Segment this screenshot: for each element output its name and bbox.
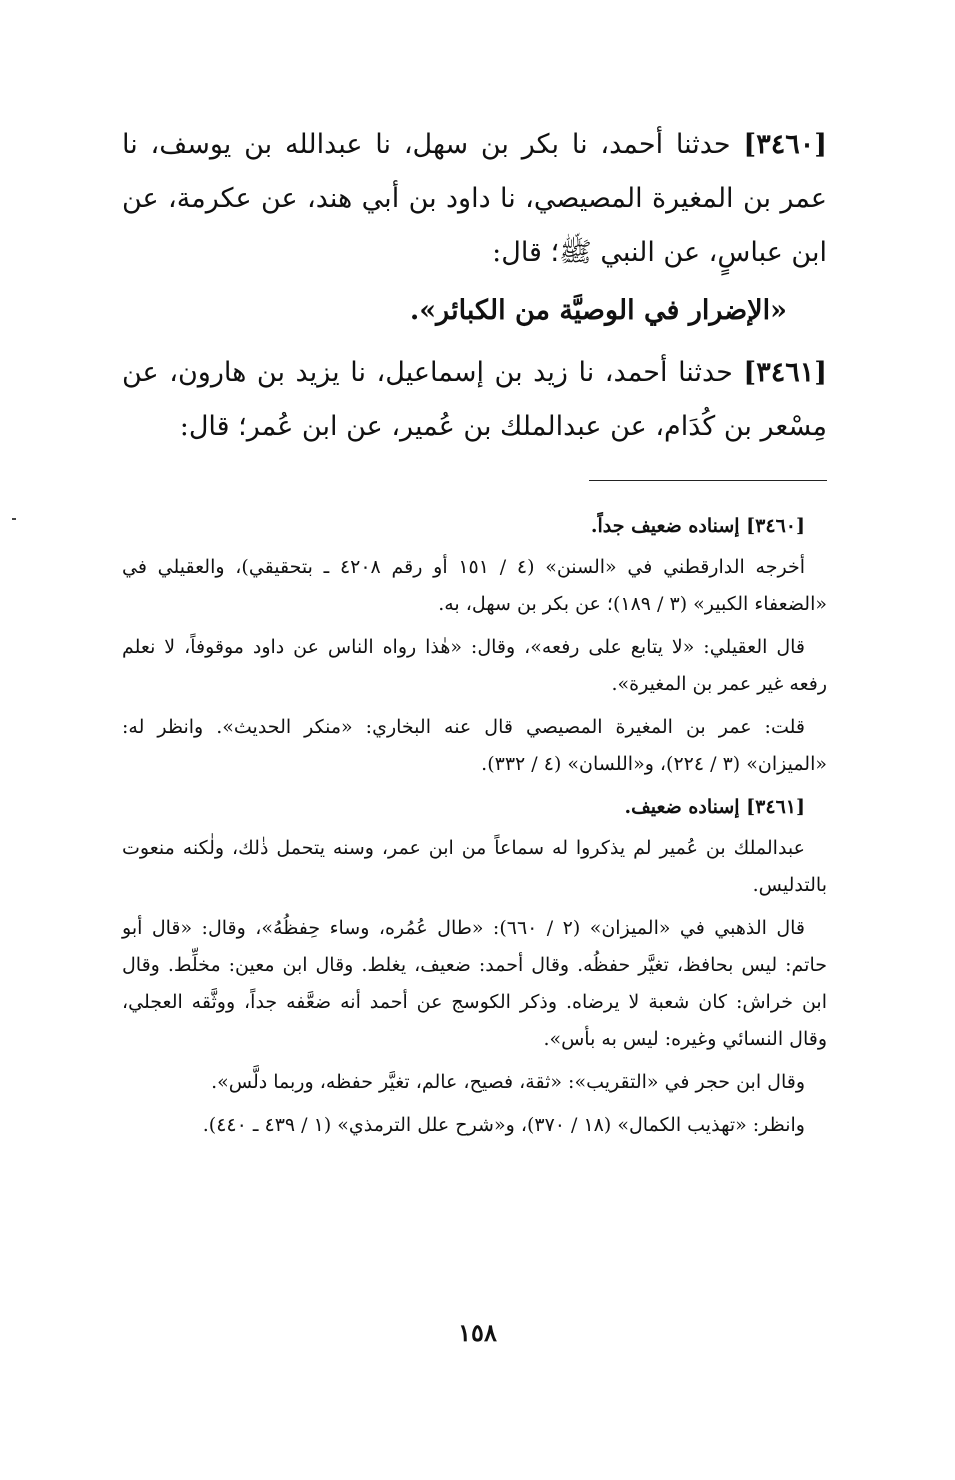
footnote-heading: [٣٤٦٠] إسناده ضعيف جداً. — [590, 515, 805, 537]
hadith-isnad: حدثنا أحمد، نا زيد بن إسماعيل، نا يزيد بن هارون، عن مِسْعر بن كُدَام، عن عبدالملك بن عُمير، عن ابن عُمر؛ قال: — [122, 357, 827, 442]
footnote-paragraph: أخرجه الدارقطني في «السنن» (٤ / ١٥١ أو رقم ٤٢٠٨ ـ بتحقيقي)، والعقيلي في «الضعفاء الكبير» (٣ / ١٨٩)؛ عن بكر بن سهل، به. — [122, 556, 827, 615]
hadith-3460 — [122, 118, 827, 280]
page-number: ١٥٨ — [458, 1318, 497, 1347]
hadith-isnad: حدثنا أحمد، نا بكر بن سهل، نا عبدالله بن يوسف، نا عمر بن المغيرة المصيصي، نا داود بن أبي هند، عن عكرمة، عن ابن عباسٍ، عن النبي ﷺ؛ قال: — [122, 129, 827, 268]
footnotes — [122, 508, 827, 1150]
main-text — [122, 118, 827, 458]
footnote-paragraph: قال العقيلي: «لا يتابع على رفعه»، وقال: «هٰذا رواه الناس عن داود موقوفاً، لا نعلم رفعه غير عمر بن المغيرة». — [122, 636, 827, 695]
footnote-paragraph: وانظر: «تهذيب الكمال» (١٨ / ٣٧٠)، و«شرح علل الترمذي» (١ / ٤٣٩ ـ ٤٤٠). — [202, 1114, 805, 1136]
footnote-paragraph: وقال ابن حجر في «التقريب»: «ثقة، فصيح، عالم، تغيَّر حفظه، وربما دلَّس». — [211, 1071, 805, 1093]
hadith-number: [٣٤٦٠] — [743, 129, 827, 160]
footnote-paragraph: قلت: عمر بن المغيرة المصيصي قال عنه البخاري: «منكر الحديث». وانظر له: «الميزان» (٣ / ٢٢٤)، و«اللسان» (٤ / ٣٣٢). — [122, 716, 827, 775]
hadith-matn: «الإضرار في الوصيَّة من الكبائر». — [409, 295, 787, 326]
footnote-paragraph: قال الذهبي في «الميزان» (٢ / ٦٦٠): «طال عُمُره، وساء حِفظُهُ»، وقال: «قال أبو حاتم: ليس بحافظ، تغيَّر حفظُه. وقال أحمد: ضعيف، يغلط. وقال ابن معين: مخلِّط. وقال ابن خراش: كان شعبة لا يرضاه. وذكر الكوسج عن أحمد أنه ضعَّفه جداً، ووثَّقه العجلي، وقال النسائي وغيره: ليس به بأس». — [122, 917, 827, 1050]
footnote-heading: [٣٤٦١] إسناده ضعيف. — [624, 796, 805, 818]
footnote-divider — [589, 480, 827, 481]
scan-mark — [12, 518, 16, 520]
hadith-3461 — [122, 346, 827, 454]
footnote-paragraph: عبدالملك بن عُمير لم يذكروا له سماعاً من ابن عمر، وسنه يتحمل ذٰلك، ولٰكنه منعوت بالتدليس. — [122, 837, 827, 896]
hadith-number: [٣٤٦١] — [743, 357, 827, 388]
